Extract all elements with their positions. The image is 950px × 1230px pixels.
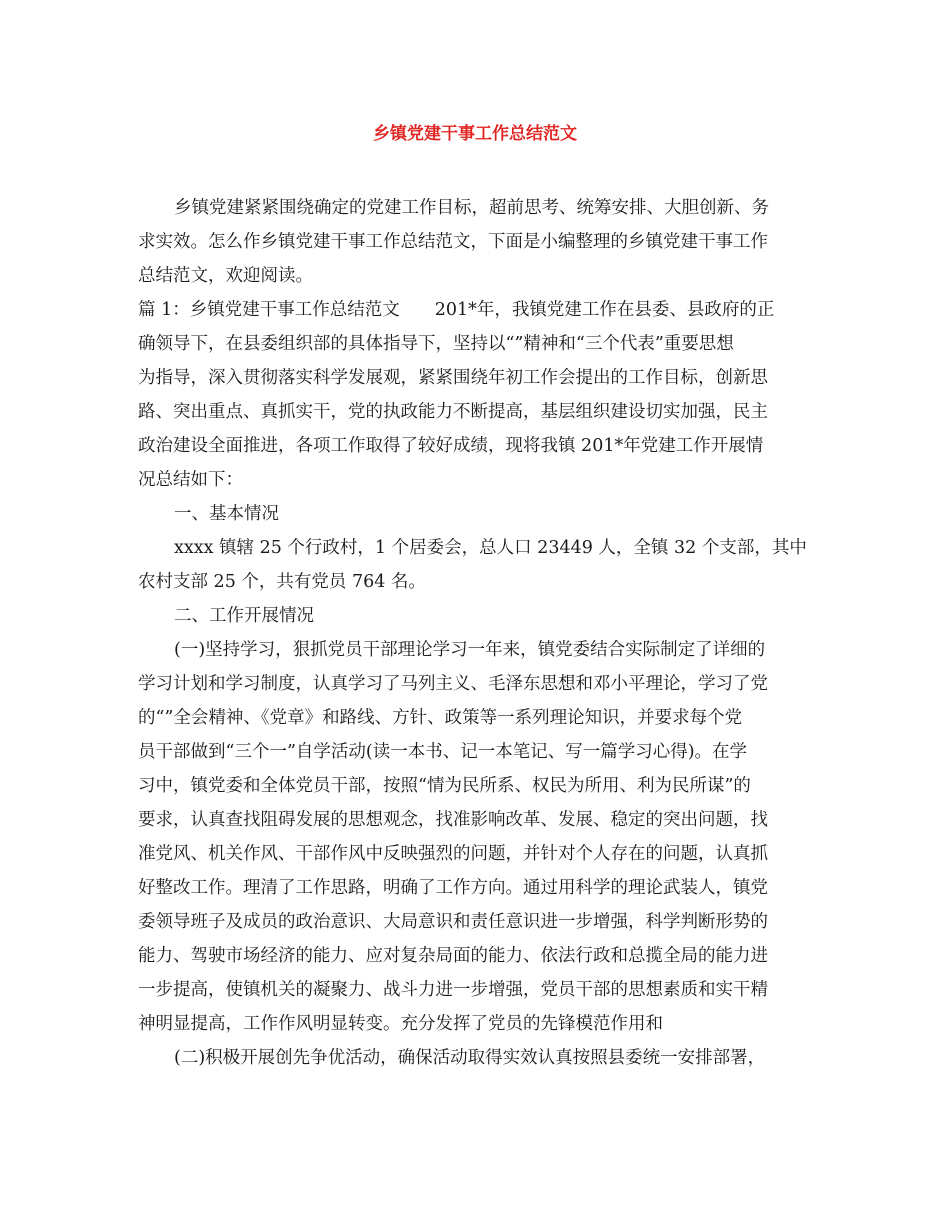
text-line: 准党风、机关作风、干部作风中反映强烈的问题，并针对个人存在的问题，认真抓	[138, 844, 768, 864]
text-line: 员干部做到“三个一”自学活动(读一本书、记一本笔记、写一篇学习心得)。在学	[138, 742, 748, 762]
text-line: 委领导班子及成员的政治意识、大局意识和责任意识进一步增强，科学判断形势的	[138, 912, 768, 932]
document-title: 乡镇党建干事工作总结范文	[373, 124, 577, 144]
text-line: 求实效。怎么作乡镇党建干事工作总结范文，下面是小编整理的乡镇党建干事工作	[138, 232, 768, 252]
text-line: 为指导，深入贯彻落实科学发展观，紧紧围绕年初工作会提出的工作目标，创新思	[138, 368, 768, 388]
text-line: 神明显提高，工作作风明显转变。充分发挥了党员的先锋模范作用和	[138, 1014, 663, 1034]
text-line: (一)坚持学习，狠抓党员干部理论学习一年来，镇党委结合实际制定了详细的	[174, 640, 766, 660]
text-line: 乡镇党建紧紧围绕确定的党建工作目标，超前思考、统筹安排、大胆创新、务	[174, 198, 769, 218]
text-line: 农村支部 25 个，共有党员 764 名。	[138, 572, 426, 592]
section-heading: 二、工作开展情况	[174, 606, 314, 626]
section-heading: 一、基本情况	[174, 504, 279, 524]
text-line: 学习计划和学习制度，认真学习了马列主义、毛泽东思想和邓小平理论，学习了党	[138, 674, 768, 694]
text-line: 一步提高，使镇机关的凝聚力、战斗力进一步增强，党员干部的思想素质和实干精	[138, 980, 768, 1000]
text-line: 篇 1：乡镇党建干事工作总结范文 201*年，我镇党建工作在县委、县政府的正	[138, 300, 775, 320]
text-line: 要求，认真查找阻碍发展的思想观念，找准影响改革、发展、稳定的突出问题，找	[138, 810, 768, 830]
text-line: 政治建设全面推进，各项工作取得了较好成绩，现将我镇 201*年党建工作开展情	[138, 436, 764, 456]
text-line: 能力、驾驶市场经济的能力、应对复杂局面的能力、依法行政和总揽全局的能力进	[138, 946, 768, 966]
text-line: 的“”全会精神、《党章》和路线、方针、政策等一系列理论知识，并要求每个党	[138, 708, 743, 728]
text-line: 况总结如下：	[138, 470, 243, 490]
text-line: 好整改工作。理清了工作思路，明确了工作方向。通过用科学的理论武装人，镇党	[138, 878, 768, 898]
text-line: 习中，镇党委和全体党员干部，按照“情为民所系、权民为所用、利为民所谋”的	[138, 776, 751, 796]
text-line: xxxx 镇辖 25 个行政村，1 个居委会，总人口 23449 人，全镇 32 个支部，其中	[174, 538, 807, 558]
text-line: 确领导下，在县委组织部的具体指导下，坚持以“”精神和“三个代表”重要思想	[138, 334, 734, 354]
text-line: (二)积极开展创先争优活动，确保活动取得实效认真按照县委统一安排部署，	[174, 1048, 766, 1068]
text-line: 总结范文，欢迎阅读。	[138, 266, 313, 286]
text-line: 路、突出重点、真抓实干，党的执政能力不断提高，基层组织建设切实加强，民主	[138, 402, 768, 422]
